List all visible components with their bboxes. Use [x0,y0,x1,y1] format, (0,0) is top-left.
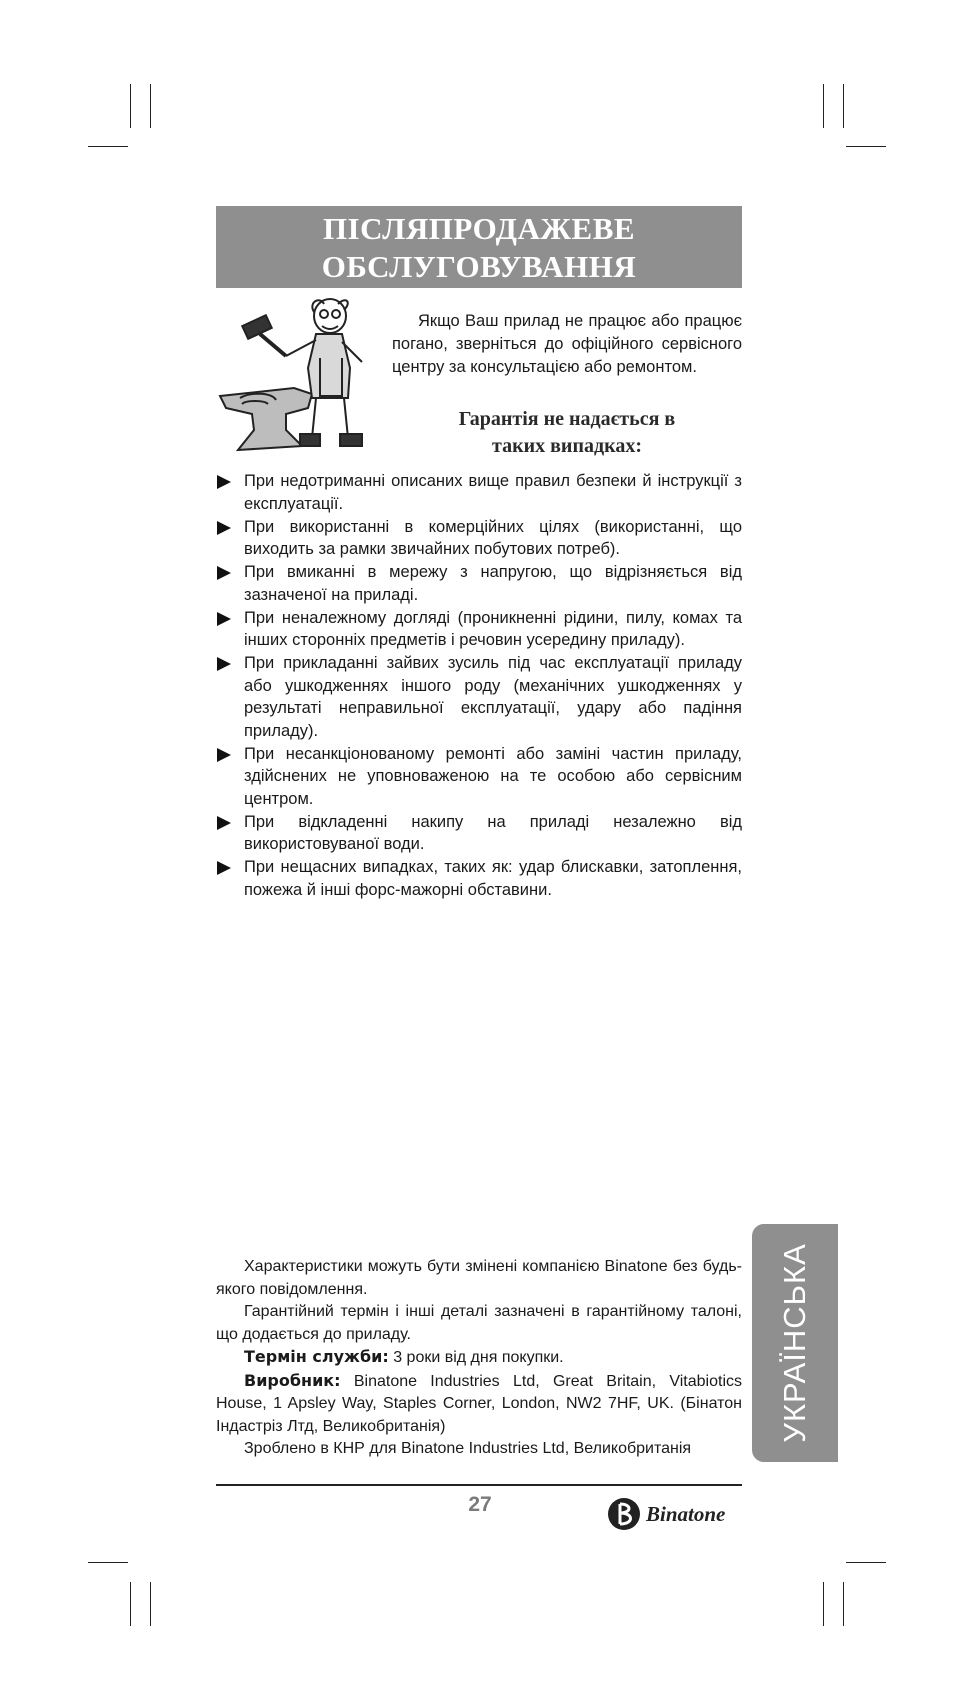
crop-mark [88,1562,128,1563]
footer-divider [216,1484,742,1486]
triangle-right-icon [217,521,231,535]
footer-notes [216,1256,742,1461]
list-item-text: При неналежному догляді (проникненні рідини, пилу, комах та інших сторонніх предметів і речовин усередину приладу). [244,608,742,649]
list-item-text: При нещасних випадках, таких як: удар блискавки, затоплення, пожежа й інші форс-мажорні обставини. [244,858,742,899]
blacksmith-anvil-illustration [216,298,382,458]
manufacturer-label: Виробник: [244,1370,341,1390]
crop-mark [843,1582,844,1626]
triangle-right-icon [217,566,231,580]
specs-note: Характеристики можуть бути змінені компанією Binatone без будь-якого повідомлення. [216,1258,742,1298]
crop-mark [823,84,824,128]
crop-mark [846,146,886,147]
warranty-exclusions-heading [392,406,742,460]
triangle-right-icon [217,475,231,489]
warranty-note: Гарантійний термін і інші деталі зазначені в гарантійному талоні, що додається до приладу. [216,1303,742,1343]
list-item [216,607,742,652]
warranty-heading-line1: Гарантія не надається в [458,408,676,430]
triangle-right-icon [217,612,231,626]
list-item-text: При недотриманні описаних вище правил безпеки й інструкції з експлуатації. [244,472,742,513]
crop-mark [823,1582,824,1626]
list-item-text: При використанні в комерційних цілях (використанні, що виходить за рамки звичайних побутових потреб). [244,517,742,558]
page-number: 27 [468,1493,492,1516]
crop-mark [846,1562,886,1563]
crop-mark [130,84,131,128]
service-life-label: Термін служби: [244,1347,389,1366]
binatone-logo-text: Binatone [646,1502,726,1526]
list-item [216,652,742,742]
list-item-text: При прикладанні зайвих зусиль під час експлуатації приладу або ушкодженнях іншого роду (механічних ушкодженнях у результаті неправильної експлуатації, удару або падіння приладу). [244,654,742,740]
binatone-logo-icon [606,1496,642,1532]
list-item [216,470,742,515]
list-item [216,561,742,606]
section-title-line2: ОБСЛУГОВУВАННЯ [321,249,637,284]
section-title-line1: ПІСЛЯПРОДАЖЕВЕ [322,211,636,246]
warranty-heading-line2: таких випадках: [492,435,642,457]
crop-mark [130,1582,131,1626]
binatone-logo [606,1494,742,1534]
service-life [216,1346,742,1370]
triangle-right-icon [217,748,231,762]
triangle-right-icon [217,861,231,875]
language-tab-label: УКРАЇНСЬКА [777,1243,812,1443]
triangle-right-icon [217,657,231,671]
list-item-text: При відкладенні накипу на приладі незалежно від використовуваної води. [244,812,742,853]
language-tab [752,1224,838,1462]
list-item [216,516,742,561]
triangle-right-icon [217,816,231,830]
manufacturer [216,1370,742,1439]
intro-paragraph: Якщо Ваш прилад не працює або працює погано, зверніться до офіційного сервісного центру за консультацією або ремонтом. [392,312,742,376]
service-life-value: 3 роки від дня покупки. [388,1349,564,1366]
crop-mark [88,146,128,147]
list-item-text: При вмиканні в мережу з напругою, що відрізняється від зазначеної на приладі. [244,563,742,604]
list-item [216,743,742,811]
crop-mark [150,1582,151,1626]
crop-mark [843,84,844,128]
list-item [216,856,742,901]
list-item [216,811,742,856]
section-title [216,206,742,288]
manufacturer-value: Binatone Industries Ltd, Great Britain, Vitabiotics House, 1 Apsley Way, Staples Corner, London, NW2 7HF, UK. (Бінатон Індастріз Лтд, Великобританія) [216,1372,742,1435]
crop-mark [150,84,151,128]
list-item-text: При несанкціонованому ремонті або заміні частин приладу, здійснених не уповноваженою на те особою або сервісним центром. [244,744,742,808]
warranty-exclusions-list [216,470,742,902]
made-in-note: Зроблено в КНР для Binatone Industries Ltd, Великобританія [244,1440,692,1457]
